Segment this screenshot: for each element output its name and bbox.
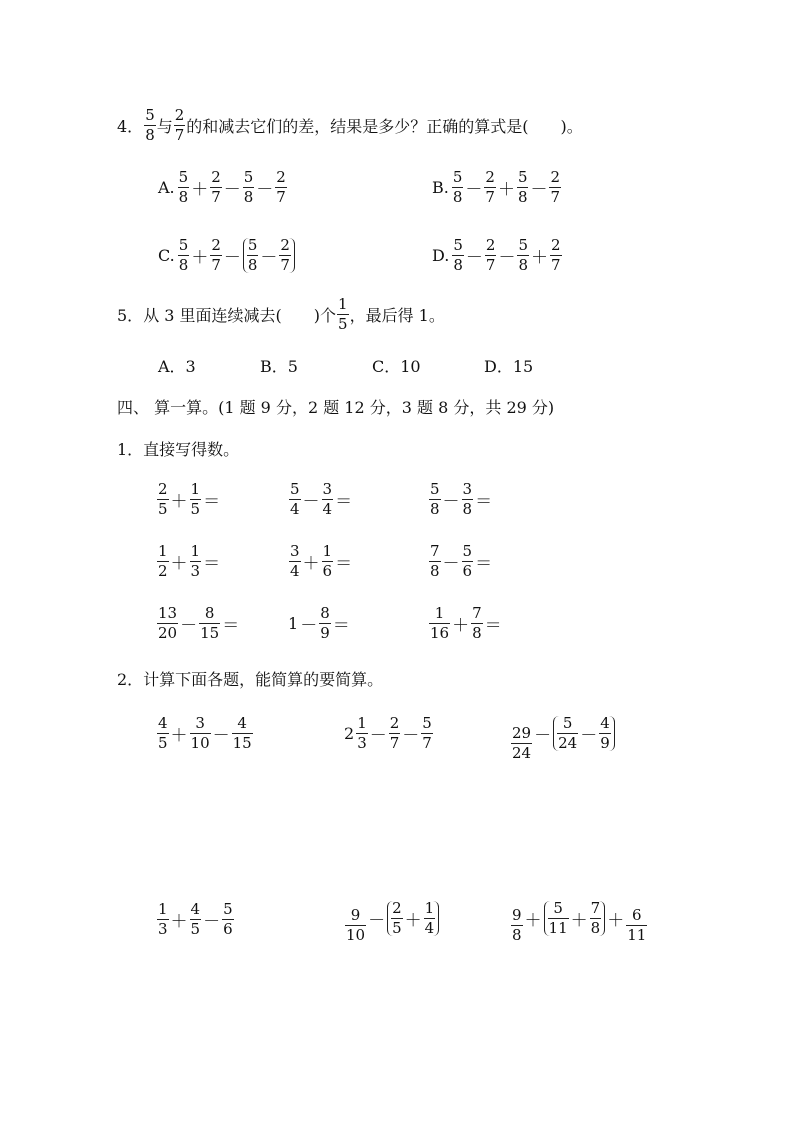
q4-text: )。 (560, 117, 583, 136)
calc-item[interactable]: $\frac{3}{4}$ ＋ $\frac{1}{6}$ ＝ (290, 542, 353, 580)
calc-item[interactable]: $\frac{5}{8}$ － $\frac{3}{8}$ ＝ (430, 480, 493, 518)
calc-expression[interactable]: $\frac{9}{10}$ － $\frac{2}{5}$ ＋ $\frac{1}{4}$ (344, 894, 440, 943)
q5-text: 从 3 里面连续减去( (143, 306, 282, 325)
q4-option-b[interactable]: B. $\frac{5}{8}$ － $\frac{2}{7}$ ＋ $\frac{5}{8}$ － $\frac{2}{7}$ (432, 168, 561, 206)
q4-stem (117, 108, 583, 143)
calc-expression[interactable]: 2 $\frac{1}{3}$ － $\frac{2}{7}$ － $\frac{5}{7}$ (344, 714, 432, 752)
fraction: $\frac{5}{8}$ (145, 106, 155, 144)
q4-option-a[interactable]: A. $\frac{5}{8}$ ＋ $\frac{2}{7}$ － $\frac{5}{8}$ － $\frac{2}{7}$ (158, 168, 286, 206)
parenthesis-group: $\frac{5}{8}$ － $\frac{2}{7}$ (243, 238, 295, 273)
q5-stem (117, 297, 445, 332)
q5-option-d[interactable]: D．15 (484, 357, 534, 376)
calc-expression[interactable]: $\frac{9}{8}$ ＋ $\frac{5}{11}$ ＋ $\frac{7}{8}$ ＋ $\frac{6}{11}$ (512, 899, 647, 944)
q5-option-c[interactable]: C．10 (372, 357, 421, 376)
parenthesis-group: $\frac{2}{5}$ ＋ $\frac{1}{4}$ (387, 901, 439, 936)
q4-text: 的和减去它们的差，结果是多少？正确的算式是( (186, 117, 529, 136)
q5-option-a[interactable]: A．3 (158, 357, 196, 376)
calc-item[interactable]: $\frac{1}{2}$ ＋ $\frac{1}{3}$ ＝ (158, 542, 221, 580)
calc-item[interactable]: $\frac{7}{8}$ － $\frac{5}{6}$ ＝ (430, 542, 493, 580)
q4-number: 4． (117, 117, 144, 136)
calc-expression[interactable]: $\frac{1}{3}$ ＋ $\frac{4}{5}$ － $\frac{5}{6}$ (158, 900, 233, 938)
fraction: $\frac{1}{5}$ (338, 295, 348, 333)
calc-item[interactable]: $\frac{13}{20}$ － $\frac{8}{15}$ ＝ (158, 604, 240, 642)
parenthesis-group: $\frac{5}{11}$ ＋ $\frac{7}{8}$ (544, 901, 606, 936)
q4-text: 与 (156, 117, 173, 136)
q5-number: 5． (117, 306, 144, 325)
parenthesis-group: $\frac{5}{24}$ － $\frac{4}{9}$ (553, 716, 615, 751)
q4-option-c[interactable]: C. $\frac{5}{8}$ ＋ $\frac{2}{7}$ － $\frac{5}{8}$ － $\frac{2}{7}$ (158, 238, 296, 273)
calc-item[interactable]: $\frac{1}{16}$ ＋ $\frac{7}{8}$ ＝ (430, 604, 502, 642)
calc-item[interactable]: $\frac{2}{5}$ ＋ $\frac{1}{5}$ ＝ (158, 480, 221, 518)
calc-item[interactable]: 1 － $\frac{8}{9}$ ＝ (288, 604, 350, 642)
q5-text: ，最后得 1。 (349, 306, 445, 325)
fraction: $\frac{2}{7}$ (174, 106, 185, 144)
q4-option-d[interactable]: D. $\frac{5}{8}$ － $\frac{2}{7}$ － $\frac{5}{8}$ ＋ $\frac{2}{7}$ (432, 236, 561, 274)
q5-option-b[interactable]: B．5 (260, 357, 298, 376)
calc-expression[interactable]: $\frac{4}{5}$ ＋ $\frac{3}{10}$ － $\frac{4}{15}$ (158, 714, 252, 752)
q5-text: )个 (313, 306, 337, 325)
sub1-title: 1．直接写得数。 (117, 440, 240, 459)
section-title: 四、 算一算。(1 题 9 分，2 题 12 分，3 题 8 分，共 29 分) (117, 398, 555, 417)
calc-expression[interactable]: $\frac{29}{24}$ － $\frac{5}{24}$ － $\frac{4}{9}$ (510, 706, 616, 761)
sub2-title: 2．计算下面各题，能简算的要简算。 (117, 670, 384, 689)
calc-item[interactable]: $\frac{5}{4}$ － $\frac{3}{4}$ ＝ (290, 480, 353, 518)
